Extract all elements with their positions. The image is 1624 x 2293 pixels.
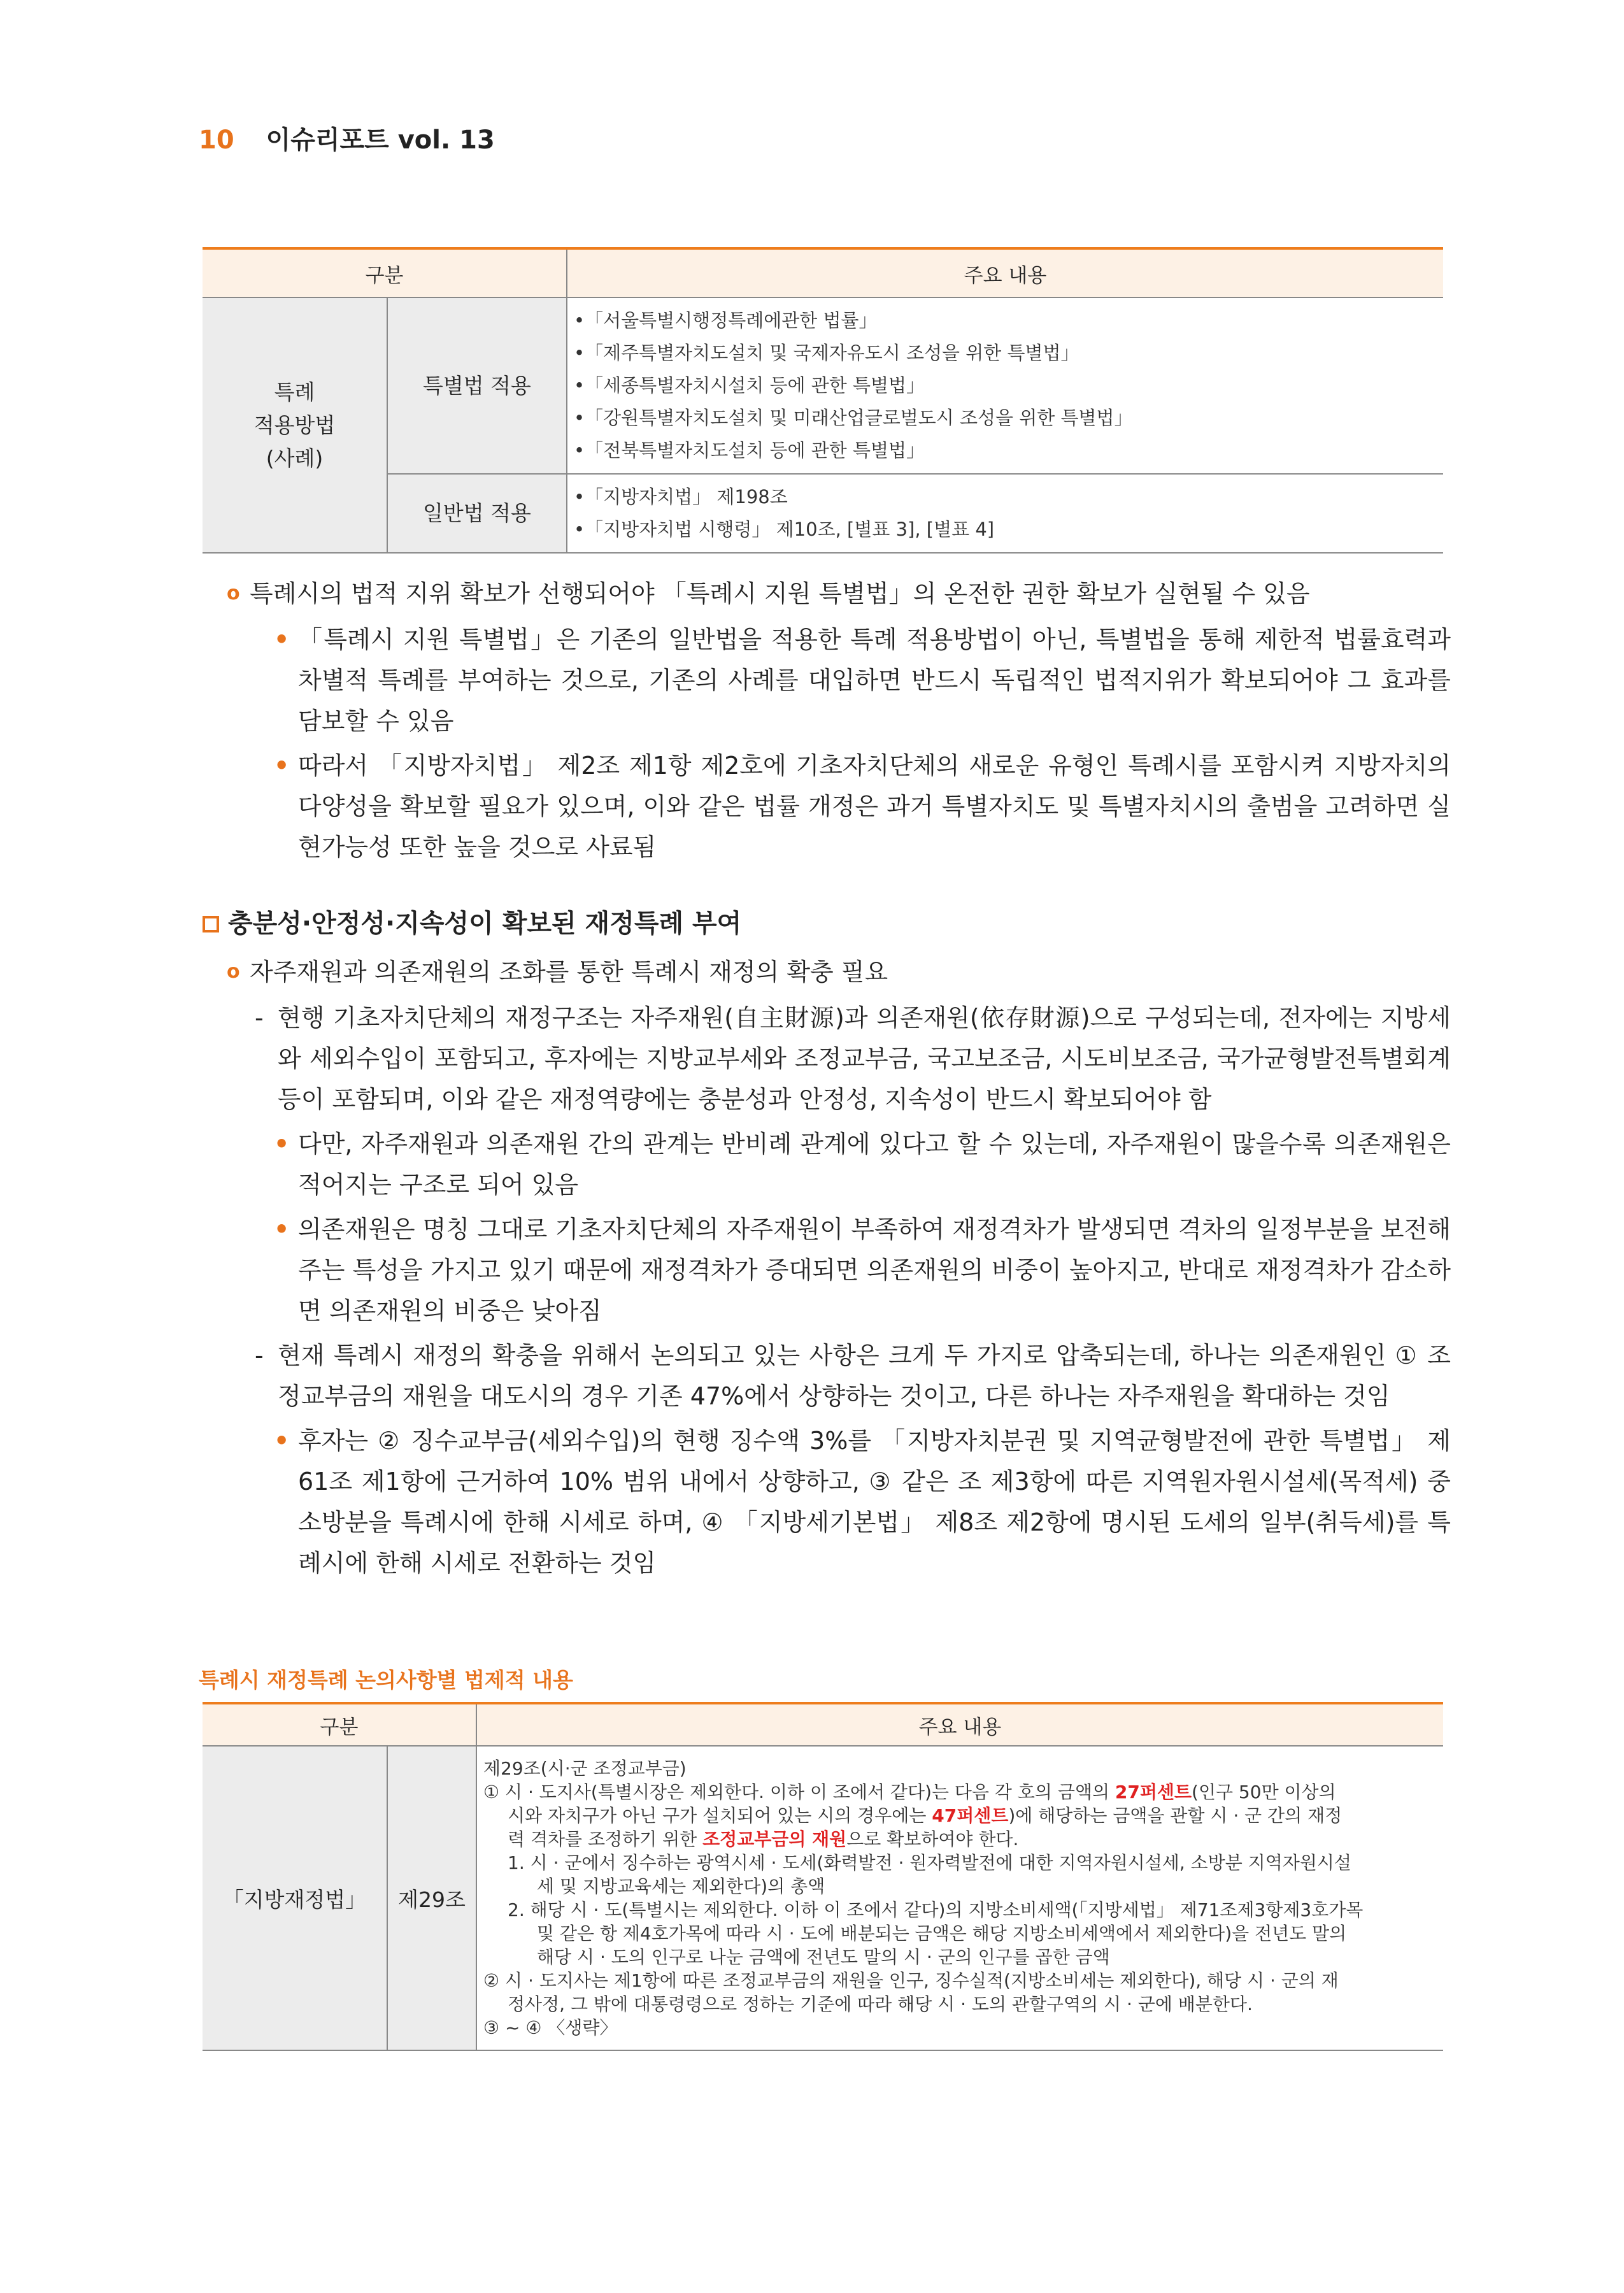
dash-icon: - <box>255 1341 264 1369</box>
bullet-item: • 다만, 자주재원과 의존재원 간의 관계는 반비례 관계에 있다고 할 수 있는데, 자주재원이 많을수록 의존재원은 적어지는 구조로 되어 있음 <box>203 1124 1451 1205</box>
sub-category-general-law: 일반법 적용 <box>387 474 567 553</box>
bullet-item: • 의존재원은 명칭 그대로 기초자치단체의 자주재원이 부족하여 재정격차가 발생되면 격차의 일정부분을 보전해주는 특성을 가지고 있기 때문에 재정격차가 증대되면 의존재원의 비중이 높아지고, 반대로 재정격차가 감소하면 의존재원의 비중은 낮아짐 <box>203 1209 1451 1331</box>
highlight-grant-source: 조정교부금의 재원 <box>702 1829 847 1850</box>
table-caption: 특례시 재정특례 논의사항별 법제적 내용 <box>199 1668 573 1692</box>
circle-marker-icon: o <box>227 582 240 604</box>
point-finance: o 자주재원과 의존재원의 조화를 통한 특례시 재정의 확충 필요 <box>203 952 1451 992</box>
col-header-category: 구분 <box>203 1703 476 1746</box>
list-item: •「서울특별시행정특례에관한 법률」 <box>574 310 878 331</box>
article-content: 제29조(시·군 조정교부금) ① 시 · 도지사(특별시장은 제외한다. 이하 이 조에서 같다)는 다음 각 호의 금액의 27퍼센트(인구 50만 이상의 시와 자치구가 아닌 구가 설치되어 있는 시의 경우에는 47퍼센트)에 해당하는 금액을 관할 시 · 군 간의 재정 력 격차를 조정하기 위한 조정교부금의 재원으로 확보하여야 한다. 1. 시 · 군에서 징수하는 광역시세 · 도세(화력발전 · 원자력발전에 대한 지역자원시설세, 소방분 지역자원시설 세 및 지방교육세는 제외한다)의 총액 2. 해당 시 · 도(특별시는 제외한다. 이하 이 조에서 같다)의 지방소비세액(「지방세법」 제71조제3항제3호가목 및 같은 항 제4호가목에 따라 시 · 도에 배분되는 금액은 해당 지방소비세액에서 제외한다)을 전년도 말의 해당 시 · 도의 인구로 나눈 금액에 전년도 말의 시 · 군의 인구를 곱한 금액 ② 시 · 도지사는 제1항에 따른 조정교부금의 재원을 인구, 징수실적(지방소비세는 제외한다), 해당 시 · 군의 재 정사정, 그 밖에 대통령령으로 정하는 기준에 따라 해당 시 · 도의 관할구역의 시 · 군에 배분한다. ③ ~ ④ 〈생략〉 <box>476 1746 1443 2050</box>
dash-item: - 현행 기초자치단체의 재정구조는 자주재원(自主財源)과 의존재원(依存財源)으로 구성되는데, 전자에는 지방세와 세외수입이 포함되고, 후자에는 지방교부세와 조정교부금, 국고보조금, 시도비보조금, 국가균형발전특별회계 등이 포함되며, 이와 같은 재정역량에는 충분성과 안정성, 지속성이 반드시 확보되어야 함 <box>203 997 1451 1120</box>
dash-icon: - <box>255 1004 264 1032</box>
circle-marker-icon: o <box>227 961 240 983</box>
bullet-item: • 후자는 ② 징수교부금(세외수입)의 현행 징수액 3%를 「지방자치분권 및 지역균형발전에 관한 특별법」 제61조 제1항에 근거하여 10% 범위 내에서 상향하고, ③ 같은 조 제3항에 따른 지역원자원시설세(목적세) 중 소방분을 특례시에 한해 시세로 하며, ④ 「지방세기본법」 제8조 제2항에 명시된 도세의 일부(취득세)를 특례시에 한해 시세로 전환하는 것임 <box>203 1420 1451 1583</box>
list-item: •「지방자치법」 제198조 <box>574 486 788 508</box>
list-item: •「제주특별자치도설치 및 국제자유도시 조성을 위한 특별법」 <box>574 342 1079 364</box>
report-title: 이슈리포트 vol. 13 <box>266 125 495 155</box>
bullet-icon: • <box>274 625 290 654</box>
list-item: •「세종특별자치시설치 등에 관한 특별법」 <box>574 375 925 396</box>
col-header-category: 구분 <box>203 248 567 297</box>
square-marker-icon <box>203 916 219 932</box>
law-name-cell: 「지방재정법」 <box>203 1746 387 2050</box>
general-law-list <box>567 474 1443 553</box>
body-text <box>203 573 1451 1587</box>
category-cell: 특례 적용방법 (사례) <box>203 297 387 553</box>
page-header <box>199 120 495 156</box>
bullet-icon: • <box>274 1427 290 1455</box>
bullet-icon: • <box>274 1130 290 1158</box>
special-case-table <box>203 247 1443 554</box>
col-header-content: 주요 내용 <box>567 248 1443 297</box>
finance-law-table <box>203 1702 1443 2051</box>
sub-category-special-law: 특별법 적용 <box>387 297 567 474</box>
col-header-content: 주요 내용 <box>476 1703 1443 1746</box>
highlight-27-percent: 27퍼센트 <box>1115 1782 1192 1803</box>
highlight-47-percent: 47퍼센트 <box>932 1805 1009 1826</box>
bullet-item: • 「특례시 지원 특별법」은 기존의 일반법을 적용한 특례 적용방법이 아닌, 특별법을 통해 제한적 법률효력과 차별적 특례를 부여하는 것으로, 기존의 사례를 대입하면 반드시 독립적인 법적지위가 확보되어야 그 효과를 담보할 수 있음 <box>203 619 1451 741</box>
bullet-item: • 따라서 「지방자치법」 제2조 제1항 제2호에 기초자치단체의 새로운 유형인 특례시를 포함시켜 지방자치의 다양성을 확보할 필요가 있으며, 이와 같은 법률 개정은 과거 특별자치도 및 특별자치시의 출범을 고려하면 실현가능성 또한 높을 것으로 사료됨 <box>203 745 1451 868</box>
point-legal-status: o 특례시의 법적 지위 확보가 선행되어야 「특례시 지원 특별법」의 온전한 권한 확보가 실현될 수 있음 <box>203 573 1451 614</box>
page-number: 10 <box>199 125 234 155</box>
dash-item: - 현재 특례시 재정의 확충을 위해서 논의되고 있는 사항은 크게 두 가지로 압축되는데, 하나는 의존재원인 ① 조정교부금의 재원을 대도시의 경우 기존 47%에서 상향하는 것이고, 다른 하나는 자주재원을 확대하는 것임 <box>203 1335 1451 1417</box>
bullet-icon: • <box>274 1215 290 1243</box>
bullet-icon: • <box>274 752 290 780</box>
special-law-list <box>567 297 1443 474</box>
list-item: •「강원특별자치도설치 및 미래산업글로벌도시 조성을 위한 특별법」 <box>574 407 1133 429</box>
section-heading: 충분성·안정성·지속성이 확보된 재정특례 부여 <box>203 903 1451 944</box>
list-item: •「전북특별자치도설치 등에 관한 특별법」 <box>574 439 925 461</box>
article-cell: 제29조 <box>387 1746 476 2050</box>
list-item: •「지방자치법 시행령」 제10조, [별표 3], [별표 4] <box>574 518 995 540</box>
